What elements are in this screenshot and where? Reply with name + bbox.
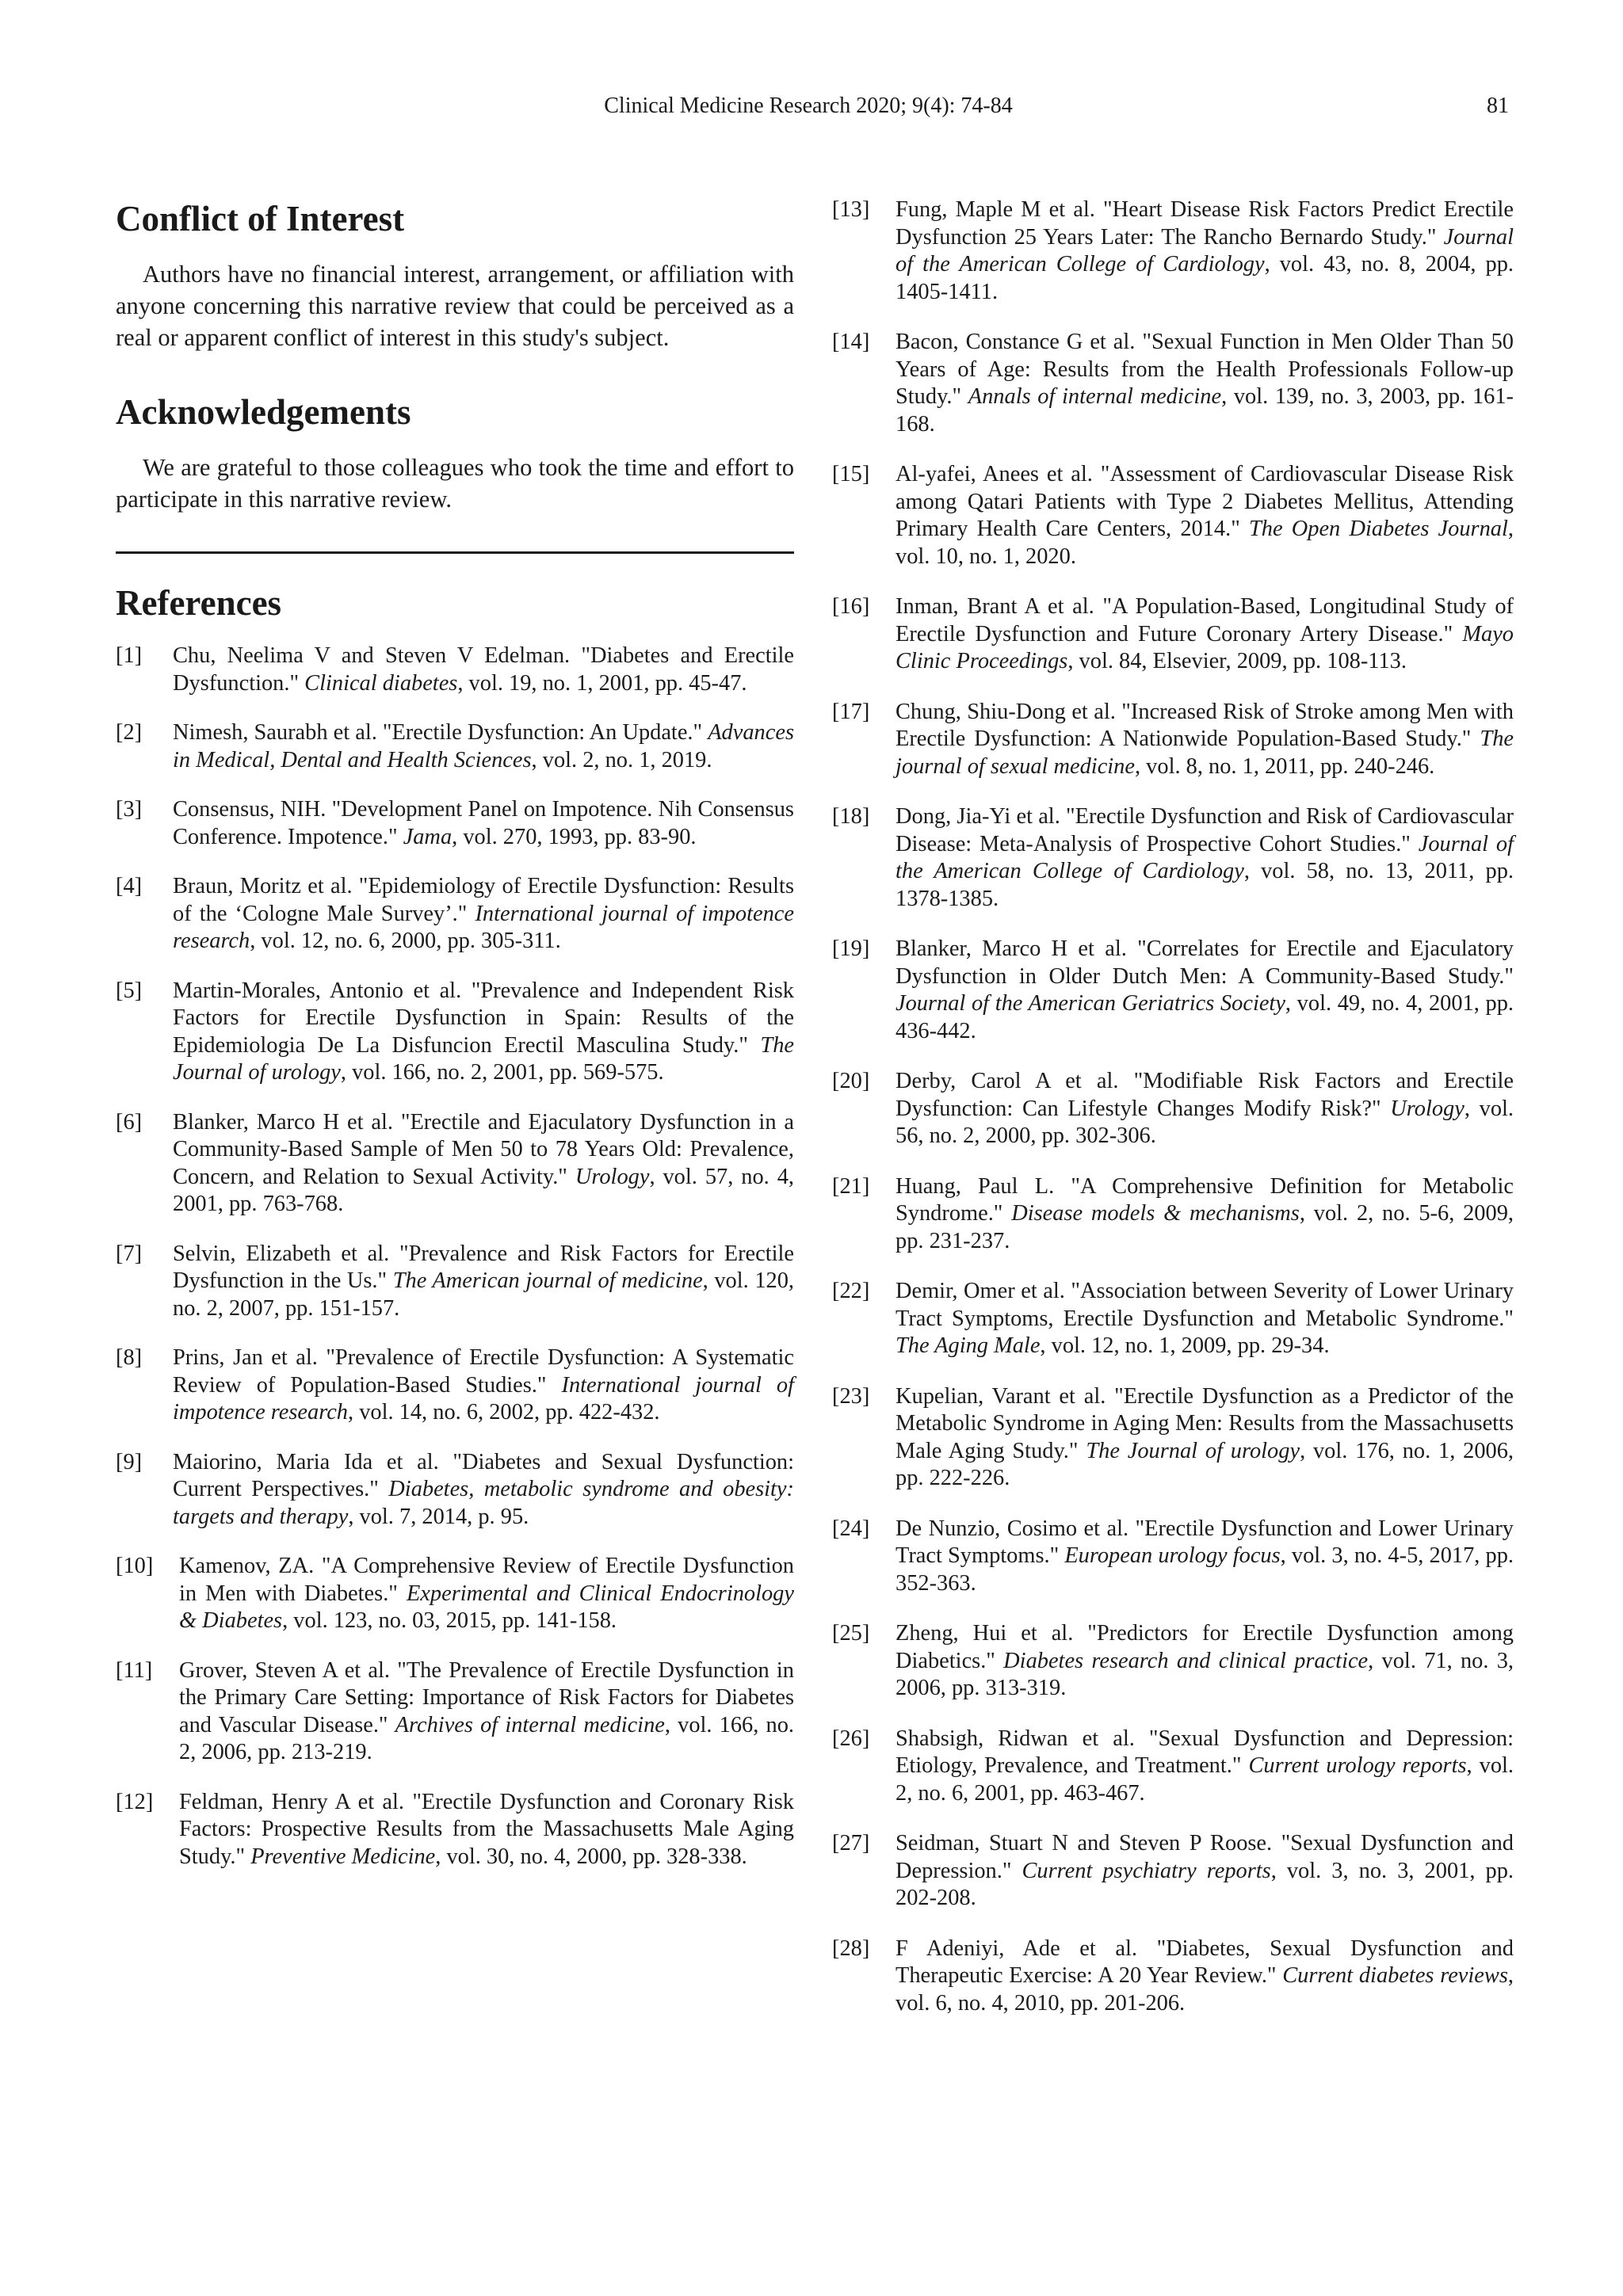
reference-journal: Disease models & mechanisms [1011, 1201, 1300, 1226]
reference-journal: Experimental and Clinical Endocrinology & Diabetes [179, 1581, 794, 1633]
reference-number: [21] [832, 1173, 870, 1199]
reference-text [896, 1830, 1514, 1913]
reference-journal: The American journal of medicine [392, 1268, 703, 1293]
reference-number: [7] [116, 1241, 143, 1266]
reference-item [116, 719, 794, 774]
reference-citation: Shabsigh, Ridwan et al. "Sexual Dysfunction and Depression: Etiology, Prevalence, and Treatment." [896, 1726, 1514, 1778]
conflict-section [116, 196, 794, 353]
reference-journal: Diabetes research and clinical practice [1003, 1648, 1369, 1673]
reference-list-left [116, 643, 794, 1871]
conflict-heading: Conflict of Interest [116, 199, 405, 238]
reference-citation: Grover, Steven A et al. "The Prevalence of Erectile Dysfunction in the Primary Care Setting: Importance of Risk Factors for Diabetes and Vascular Disease." [179, 1657, 794, 1737]
reference-journal: The Open Diabetes Journal [1248, 517, 1508, 541]
reference-item [116, 796, 794, 851]
reference-text [896, 1383, 1514, 1493]
reference-number: [11] [116, 1657, 153, 1683]
reference-details: , vol. 49, no. 4, 2001, pp. 436-442. [896, 991, 1514, 1043]
reference-journal: Mayo Clinic Proceedings [896, 621, 1514, 673]
reference-journal: Current psychiatry reports [1022, 1858, 1271, 1883]
right-column [832, 196, 1514, 2040]
reference-number: [4] [116, 874, 143, 898]
reference-citation: Kupelian, Varant et al. "Erectile Dysfunction as a Predictor of the Metabolic Syndrome in Aging Men: Results from the Massachusetts Male Aging Study." [896, 1383, 1514, 1463]
reference-citation: Bacon, Constance G et al. "Sexual Function in Men Older Than 50 Years of Age: Results from the Health Professionals Follow-up Study." [896, 330, 1514, 409]
reference-text [173, 719, 794, 774]
reference-details: , vol. 176, no. 1, 2006, pp. 222-226. [896, 1438, 1514, 1490]
reference-citation: Feldman, Henry A et al. "Erectile Dysfunction and Coronary Risk Factors: Prospective Results from the Massachusetts Male Aging Study." [179, 1789, 794, 1869]
reference-details: , vol. 8, no. 1, 2011, pp. 240-246. [1134, 753, 1435, 779]
reference-journal: Jama [403, 824, 453, 849]
reference-citation: Chu, Neelima V and Steven V Edelman. "Diabetes and Erectile Dysfunction." [173, 643, 794, 696]
reference-details: , vol. 84, Elsevier, 2009, pp. 108-113. [1067, 649, 1407, 673]
acknowledgements-section [116, 390, 794, 515]
reference-number: [14] [832, 330, 870, 354]
reference-number: [13] [832, 197, 870, 222]
reference-journal: Journal of the American College of Cardiology [896, 831, 1514, 883]
conflict-text: Authors have no financial interest, arrangement, or affiliation with anyone concerning this narrative review that could be perceived as a real or apparent conflict of interest in this study's subject. [116, 261, 794, 351]
reference-details: , vol. 58, no. 13, 2011, pp. 1378-1385. [896, 859, 1514, 911]
reference-text [173, 1109, 794, 1219]
reference-details: , vol. 2, no. 5-6, 2009, pp. 231-237. [896, 1201, 1514, 1253]
reference-text [896, 803, 1514, 913]
reference-item [116, 1241, 794, 1323]
reference-item [116, 1657, 794, 1767]
acknowledgements-text: We are grateful to those colleagues who took the time and effort to participate in this narrative review. [116, 454, 794, 513]
reference-details: , vol. 7, 2014, p. 95. [348, 1504, 529, 1529]
reference-text [896, 1726, 1514, 1808]
reference-item [832, 1830, 1514, 1913]
reference-number: [1] [116, 643, 143, 668]
reference-details: , vol. 19, no. 1, 2001, pp. 45-47. [457, 670, 747, 696]
reference-journal: Preventive Medicine [250, 1844, 436, 1869]
reference-journal: Urology [1390, 1096, 1465, 1121]
reference-text [896, 1516, 1514, 1598]
reference-item [832, 593, 1514, 676]
reference-citation: Al-yafei, Anees et al. "Assessment of Cardiovascular Disease Risk among Qatari Patients with Type 2 Diabetes Mellitus, Attending Primary Health Care Centers, 2014." [896, 462, 1514, 541]
reference-citation: Seidman, Stuart N and Steven P Roose. "Sexual Dysfunction and Depression." [896, 1831, 1514, 1883]
reference-item [116, 873, 794, 955]
reference-citation: Martin-Morales, Antonio et al. "Prevalence and Independent Risk Factors for Erectile Dysfunction in Spain: Results of the Epidemiologia De La Disfuncion Erectil Masculina Study." [173, 978, 794, 1058]
reference-text [896, 461, 1514, 570]
reference-details: , vol. 10, no. 1, 2020. [896, 517, 1514, 569]
reference-details: , vol. 2, no. 1, 2019. [531, 747, 712, 772]
reference-citation: De Nunzio, Cosimo et al. "Erectile Dysfunction and Lower Urinary Tract Symptoms." [896, 1516, 1514, 1568]
reference-citation: Blanker, Marco H et al. "Correlates for Erectile and Ejaculatory Dysfunction in Older Dutch Men: A Community‐Based Study." [896, 936, 1514, 989]
reference-details: , vol. 30, no. 4, 2000, pp. 328-338. [435, 1844, 747, 1869]
reference-number: [25] [832, 1621, 870, 1646]
reference-citation: Blanker, Marco H et al. "Erectile and Ejaculatory Dysfunction in a Community-Based Sample of Men 50 to 78 Years Old: Prevalence, Concern, and Relation to Sexual Activity." [173, 1109, 794, 1189]
reference-citation: Derby, Carol A et al. "Modifiable Risk Factors and Erectile Dysfunction: Can Lifestyle Changes Modify Risk?" [896, 1069, 1514, 1121]
reference-item [832, 196, 1514, 306]
reference-citation: Kamenov, ZA. "A Comprehensive Review of Erectile Dysfunction in Men with Diabetes." [179, 1554, 794, 1606]
reference-details: , vol. 12, no. 6, 2000, pp. 305-311. [250, 929, 561, 953]
reference-number: [6] [116, 1109, 143, 1135]
reference-journal: Annals of internal medicine [968, 384, 1222, 409]
reference-journal: Journal of the American College of Cardiology [896, 224, 1514, 277]
reference-details: , vol. 120, no. 2, 2007, pp. 151-157. [173, 1268, 794, 1321]
reference-details: , vol. 166, no. 2, 2006, pp. 213-219. [179, 1712, 794, 1764]
reference-journal: Diabetes, metabolic syndrome and obesity: targets and therapy [173, 1477, 794, 1529]
acknowledgements-heading: Acknowledgements [116, 392, 411, 432]
reference-item [832, 1383, 1514, 1493]
reference-number: [26] [832, 1726, 870, 1751]
reference-citation: Dong, Jia-Yi et al. "Erectile Dysfunction and Risk of Cardiovascular Disease: Meta-Analysis of Prospective Cohort Studies." [896, 804, 1514, 856]
reference-item [116, 1553, 794, 1635]
reference-citation: Fung, Maple M et al. "Heart Disease Risk Factors Predict Erectile Dysfunction 25 Years Later: The Rancho Bernardo Study." [896, 197, 1514, 250]
reference-number: [23] [832, 1383, 870, 1409]
reference-details: , vol. 166, no. 2, 2001, pp. 569-575. [340, 1060, 664, 1085]
reference-details: , vol. 2, no. 6, 2001, pp. 463-467. [896, 1753, 1514, 1806]
reference-item [116, 1109, 794, 1219]
reference-text [173, 1344, 794, 1427]
reference-journal: The Journal of urology [173, 1032, 794, 1085]
reference-journal: Journal of the American Geriatrics Society [896, 991, 1285, 1016]
reference-number: [20] [832, 1069, 870, 1093]
reference-number: [2] [116, 720, 143, 745]
reference-citation: Demir, Omer et al. "Association between Severity of Lower Urinary Tract Symptoms, Erectile Dysfunction and Metabolic Syndrome." [896, 1279, 1514, 1331]
reference-citation: Inman, Brant A et al. "A Population-Based, Longitudinal Study of Erectile Dysfunction and Future Coronary Artery Disease." [896, 594, 1514, 646]
reference-number: [28] [832, 1936, 870, 1961]
left-column [116, 196, 794, 1893]
reference-text [896, 1068, 1514, 1150]
reference-details: , vol. 270, 1993, pp. 83-90. [452, 824, 697, 849]
reference-item [116, 1449, 794, 1531]
reference-number: [18] [832, 804, 870, 829]
reference-citation: Chung, Shiu‐Dong et al. "Increased Risk of Stroke among Men with Erectile Dysfunction: A Nationwide Population‐Based Study." [896, 699, 1514, 751]
reference-item [832, 1068, 1514, 1150]
reference-item [832, 803, 1514, 913]
reference-text [896, 936, 1514, 1045]
reference-journal: The Journal of urology [1086, 1438, 1300, 1463]
running-head: Clinical Medicine Research 2020; 9(4): 74-84 [604, 93, 1013, 118]
reference-text [896, 196, 1514, 306]
reference-number: [3] [116, 797, 143, 822]
reference-journal: The Aging Male [896, 1333, 1041, 1358]
reference-item [832, 936, 1514, 1045]
reference-details: , vol. 3, no. 4-5, 2017, pp. 352-363. [896, 1543, 1514, 1596]
page-number: 81 [1487, 93, 1509, 118]
reference-details: , vol. 56, no. 2, 2000, pp. 302-306. [896, 1096, 1514, 1148]
reference-text [179, 1789, 794, 1871]
reference-item [832, 1173, 1514, 1256]
reference-journal: European urology focus [1064, 1543, 1281, 1568]
reference-item [832, 1936, 1514, 2018]
reference-item [116, 643, 794, 697]
reference-text [173, 978, 794, 1087]
reference-details: , vol. 12, no. 1, 2009, pp. 29-34. [1040, 1333, 1330, 1358]
reference-journal: Current urology reports [1248, 1753, 1467, 1778]
reference-text [173, 1241, 794, 1323]
reference-text [896, 329, 1514, 438]
reference-number: [27] [832, 1831, 870, 1855]
reference-journal: The journal of sexual medicine [896, 727, 1514, 779]
reference-journal: International journal of impotence research [173, 1372, 794, 1425]
reference-item [832, 699, 1514, 781]
references-heading: References [116, 583, 282, 623]
reference-number: [10] [116, 1554, 154, 1578]
reference-number: [12] [116, 1789, 154, 1814]
reference-details: , vol. 3, no. 3, 2001, pp. 202-208. [896, 1858, 1514, 1910]
reference-details: , vol. 6, no. 4, 2010, pp. 201-206. [896, 1963, 1514, 2016]
reference-citation: Zheng, Hui et al. "Predictors for Erectile Dysfunction among Diabetics." [896, 1621, 1514, 1673]
reference-details: , vol. 71, no. 3, 2006, pp. 313-319. [896, 1648, 1514, 1700]
reference-item [116, 1344, 794, 1427]
reference-citation: Huang, Paul L. "A Comprehensive Definition for Metabolic Syndrome." [896, 1173, 1514, 1226]
reference-details: , vol. 139, no. 3, 2003, pp. 161-168. [896, 384, 1514, 437]
reference-details: , vol. 43, no. 8, 2004, pp. 1405-1411. [896, 252, 1514, 304]
reference-journal: Urology [575, 1164, 650, 1189]
reference-text [173, 796, 794, 851]
reference-text [896, 1620, 1514, 1703]
reference-list-right [832, 196, 1514, 2017]
reference-details: , vol. 123, no. 03, 2015, pp. 141-158. [282, 1608, 617, 1633]
reference-citation: Consensus, NIH. "Development Panel on Impotence. Nih Consensus Conference. Impotence." [173, 797, 794, 849]
reference-text [179, 1553, 794, 1635]
reference-text [179, 1657, 794, 1767]
reference-item [116, 978, 794, 1087]
reference-citation: Nimesh, Saurabh et al. "Erectile Dysfunction: An Update." [173, 720, 708, 745]
reference-number: [19] [832, 936, 870, 961]
reference-number: [15] [832, 462, 870, 486]
reference-citation: Braun, Moritz et al. "Epidemiology of Erectile Dysfunction: Results of the ‘Cologne Male Survey’." [173, 874, 794, 926]
reference-number: [24] [832, 1516, 870, 1541]
reference-journal: International journal of impotence research [173, 901, 794, 953]
reference-text [173, 873, 794, 955]
reference-journal: Archives of internal medicine [395, 1712, 665, 1737]
reference-text [896, 593, 1514, 676]
reference-item [832, 1726, 1514, 1808]
reference-number: [16] [832, 594, 870, 619]
reference-citation: Maiorino, Maria Ida et al. "Diabetes and Sexual Dysfunction: Current Perspectives." [173, 1449, 794, 1501]
reference-citation: Selvin, Elizabeth et al. "Prevalence and Risk Factors for Erectile Dysfunction in the Us." [173, 1241, 794, 1293]
reference-item [832, 1278, 1514, 1360]
reference-item [832, 1516, 1514, 1598]
reference-number: [22] [832, 1279, 870, 1303]
reference-details: , vol. 57, no. 4, 2001, pp. 763-768. [173, 1164, 794, 1216]
reference-citation: F Adeniyi, Ade et al. "Diabetes, Sexual Dysfunction and Therapeutic Exercise: A 20 Year Review." [896, 1936, 1514, 1988]
reference-item [832, 461, 1514, 570]
reference-item [116, 1789, 794, 1871]
reference-item [832, 1620, 1514, 1703]
reference-number: [5] [116, 978, 143, 1003]
reference-details: , vol. 14, no. 6, 2002, pp. 422-432. [348, 1400, 660, 1425]
reference-item [832, 329, 1514, 438]
reference-text [173, 1449, 794, 1531]
reference-text [896, 1936, 1514, 2018]
reference-journal: Current diabetes reviews [1282, 1963, 1508, 1988]
reference-number: [17] [832, 699, 870, 724]
reference-text [173, 643, 794, 697]
reference-journal: Clinical diabetes [304, 670, 458, 696]
reference-text [896, 699, 1514, 781]
reference-text [896, 1278, 1514, 1360]
reference-citation: Prins, Jan et al. "Prevalence of Erectile Dysfunction: A Systematic Review of Population-Based Studies." [173, 1345, 794, 1398]
section-divider [116, 551, 794, 554]
reference-journal: Advances in Medical, Dental and Health Sciences [173, 720, 794, 772]
reference-number: [9] [116, 1449, 143, 1474]
reference-text [896, 1173, 1514, 1256]
reference-number: [8] [116, 1345, 143, 1370]
